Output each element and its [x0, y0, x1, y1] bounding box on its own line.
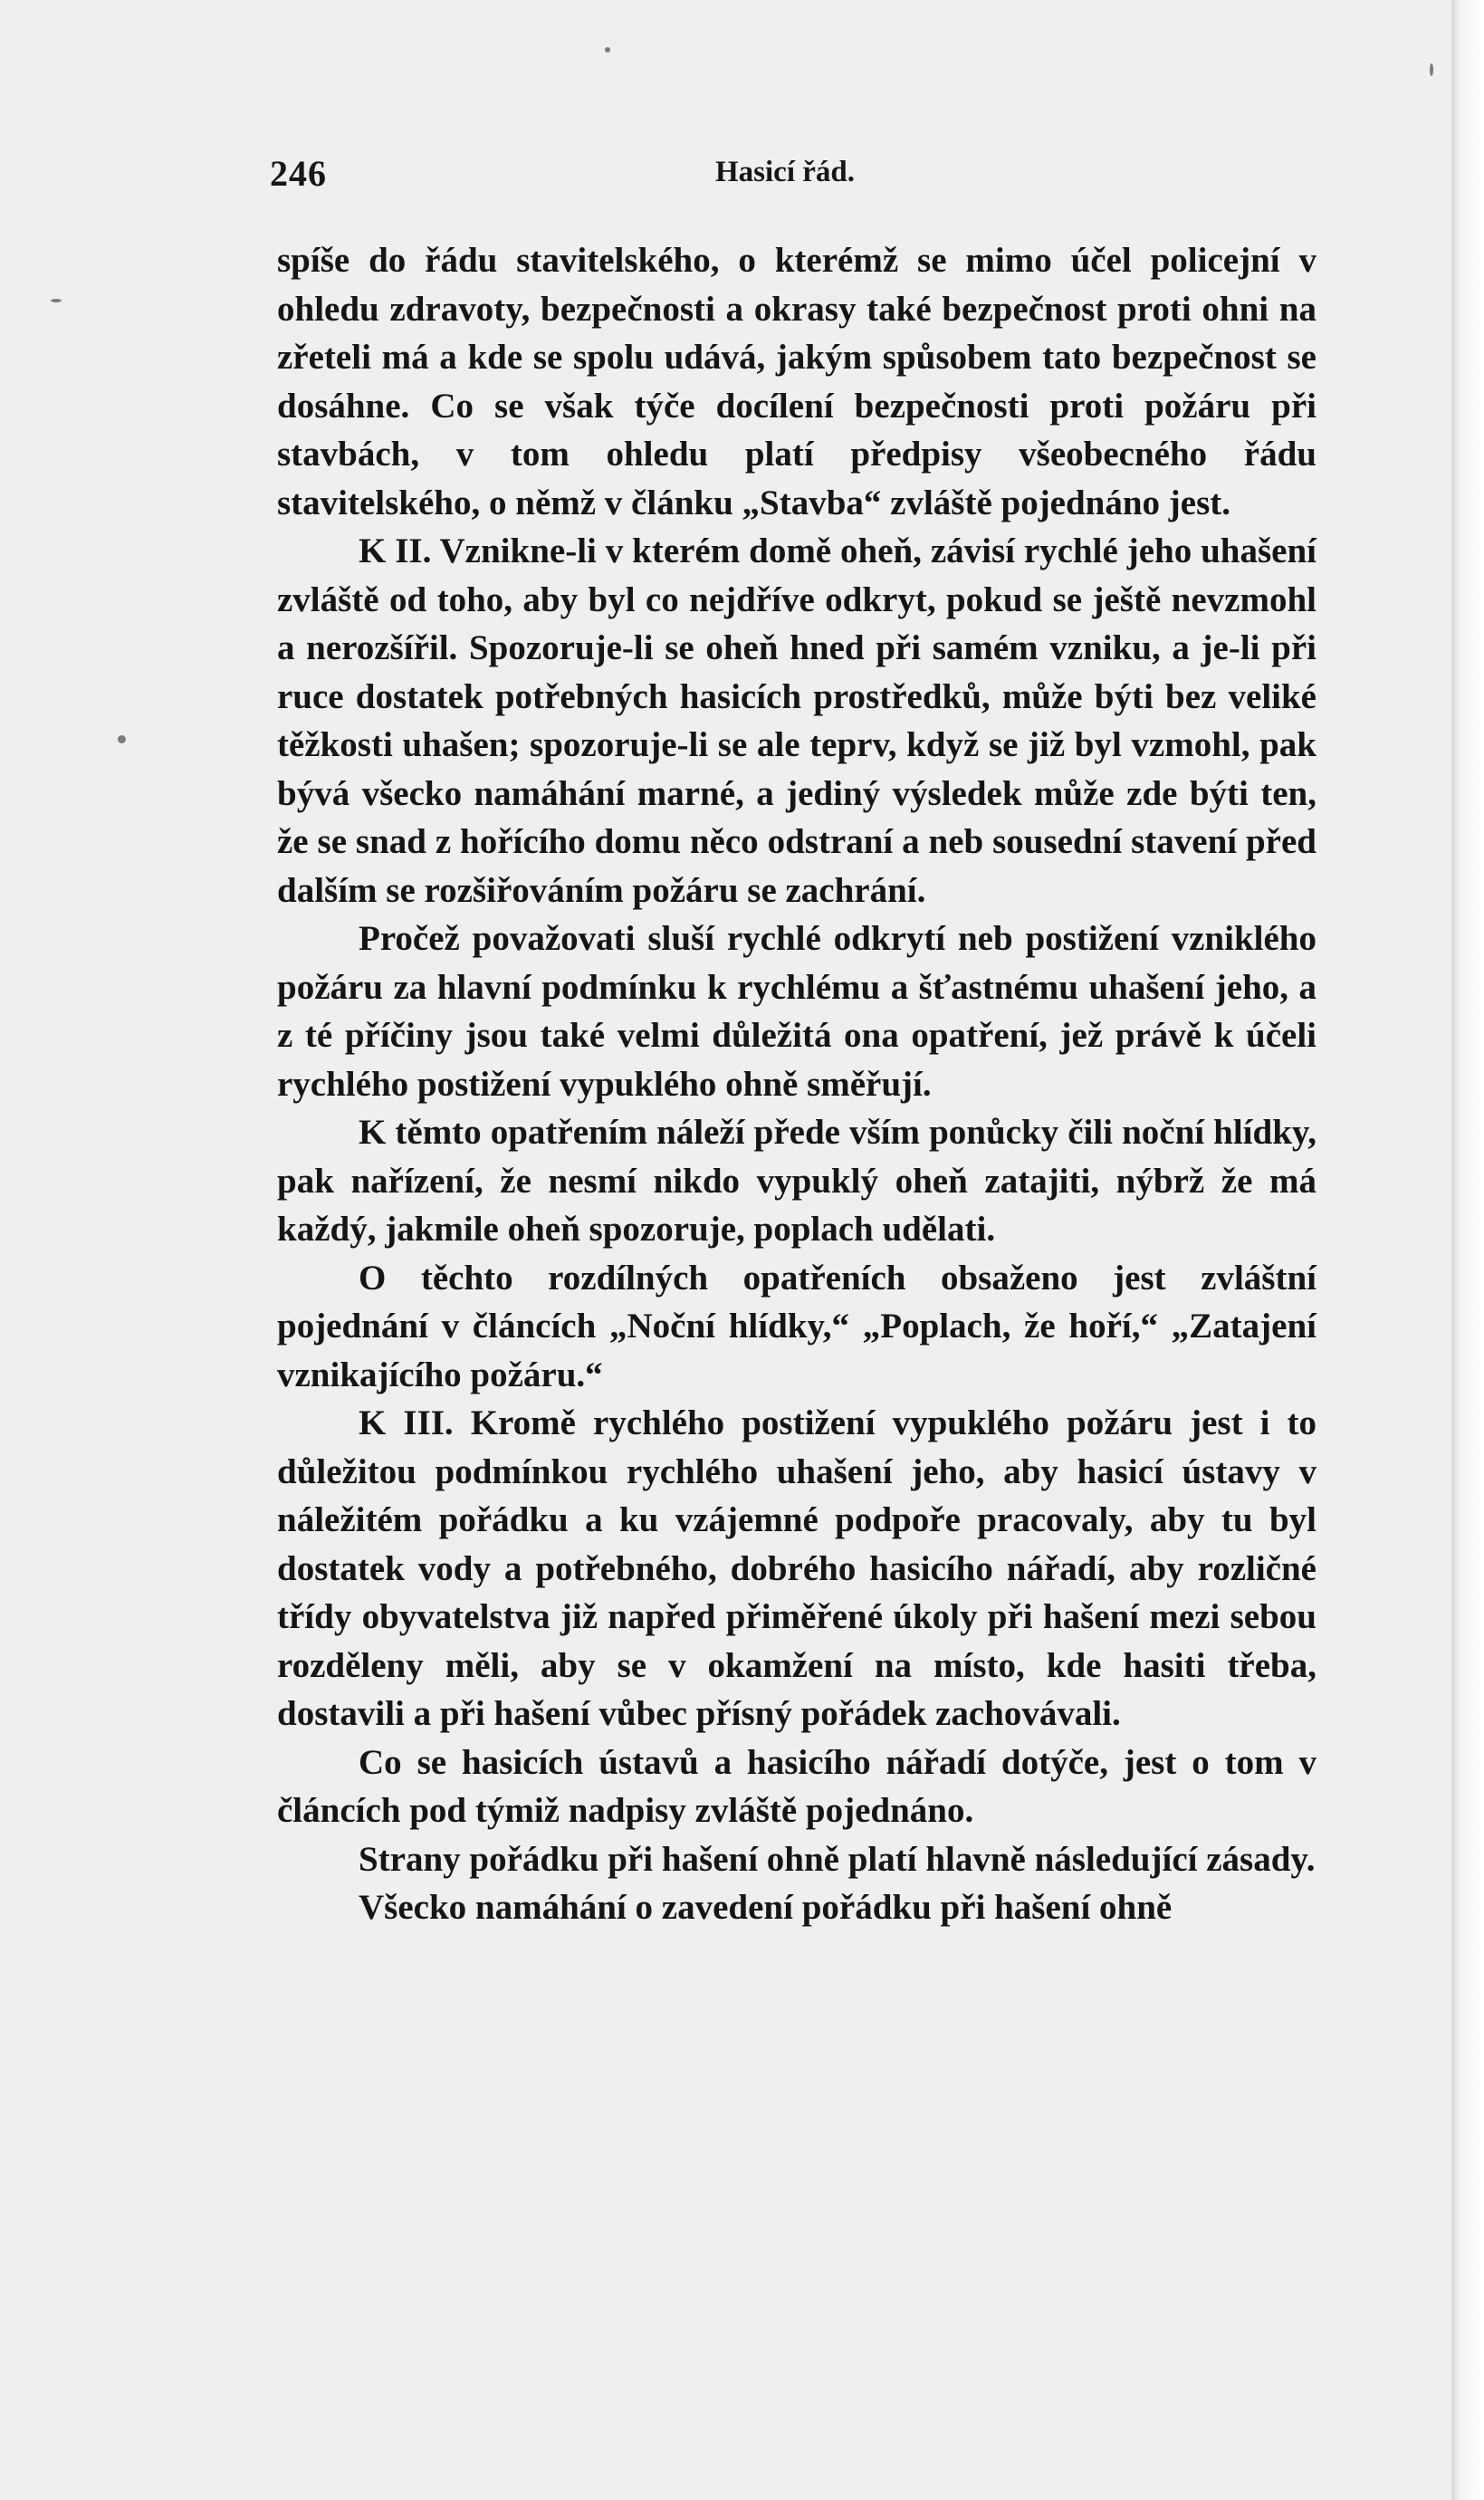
paragraph-8: Strany pořádku při hašení ohně platí hlavně následující zásady. — [359, 1839, 1316, 1879]
paragraph-9: Všecko namáhání o zavedení pořádku při hašení ohně — [359, 1888, 1173, 1927]
body-text — [277, 236, 1316, 2265]
running-title: Hasicí řád. — [715, 156, 855, 188]
scan-speck — [605, 47, 610, 53]
paragraph-6: K III. Kromě rychlého postižení vypuklého požáru jest i to důležitou podmínkou rychlého uhašení jeho, aby hasicí ústavy v náležitém pořádku a ku vzájemné podpoře pracovaly, aby tu byl dostatek vody a potřebného, dobrého hasicího nářadí, aby rozličné třídy obyvatelstva již napřed přiměřené úkoly při hašení mezi sebou rozděleny měli, aby se v okamžení na místo, kde hasiti třeba, dostavili a při hašení vůbec přísný pořádek zachovávali. — [277, 1403, 1316, 1733]
page-number: 246 — [270, 153, 327, 194]
scan-speck — [118, 735, 126, 743]
paragraph-7: Co se hasicích ústavů a hasicího nářadí dotýče, jest o tom v článcích pod týmiž nadpisy zvláště pojednáno. — [277, 1742, 1316, 1830]
paragraph-1: spíše do řádu stavitelského, o kterémž se mimo účel policejní v ohledu zdravoty, bezpečnosti a okrasy také bezpečnost proti ohni na zřeteli má a kde se spolu udává, jakým spůsobem tato bezpečnost se dosáhne. Co se však týče docílení bezpečnosti proti požáru při stavbách, v tom ohledu platí předpisy všeobecného řádu stavitelského, o němž v článku „Stavba“ zvláště pojednáno jest. — [277, 241, 1316, 522]
paragraph-3: Pročež považovati sluší rychlé odkrytí neb postižení vzniklého požáru za hlavní podmínku k rychlému a šťastnému uhašení jeho, a z té příčiny jsou také velmi důležitá ona opatření, jež právě k účeli rychlého postižení vypuklého ohně směřují. — [277, 919, 1316, 1104]
page-header — [0, 152, 1451, 206]
scan-speck — [1430, 63, 1433, 76]
page-edge-shadow — [1451, 0, 1484, 2500]
scan-speck — [51, 299, 62, 302]
paragraph-5: O těchto rozdílných opatřeních obsaženo jest zvláštní pojednání v článcích „Noční hlídky,“ „Poplach, že hoří,“ „Zatajení vznikajícího požáru.“ — [277, 1258, 1316, 1394]
paragraph-4: K těmto opatřením náleží přede vším ponůcky čili noční hlídky, pak nařízení, že nesmí nikdo vypuklý oheň zatajiti, nýbrž že má každý, jakmile oheň spozoruje, poplach udělati. — [277, 1113, 1316, 1249]
paragraph-2: K II. Vznikne-li v kterém domě oheň, závisí rychlé jeho uhašení zvláště od toho, aby byl co nejdříve odkryt, pokud se ještě nevzmohl a nerozšířil. Spozoruje-li se oheň hned při samém vzniku, a je-li při ruce dostatek potřebných hasicích prostředků, může býti bez veliké těžkosti uhašen; spozoruje-li se ale teprv, když se již byl vzmohl, pak bývá všecko namáhání marné, a jediný výsledek může zde býti ten, že se snad z hořícího domu něco odstraní a neb sousední stavení před dalším se rozšiřováním požáru se zachrání. — [277, 532, 1316, 910]
